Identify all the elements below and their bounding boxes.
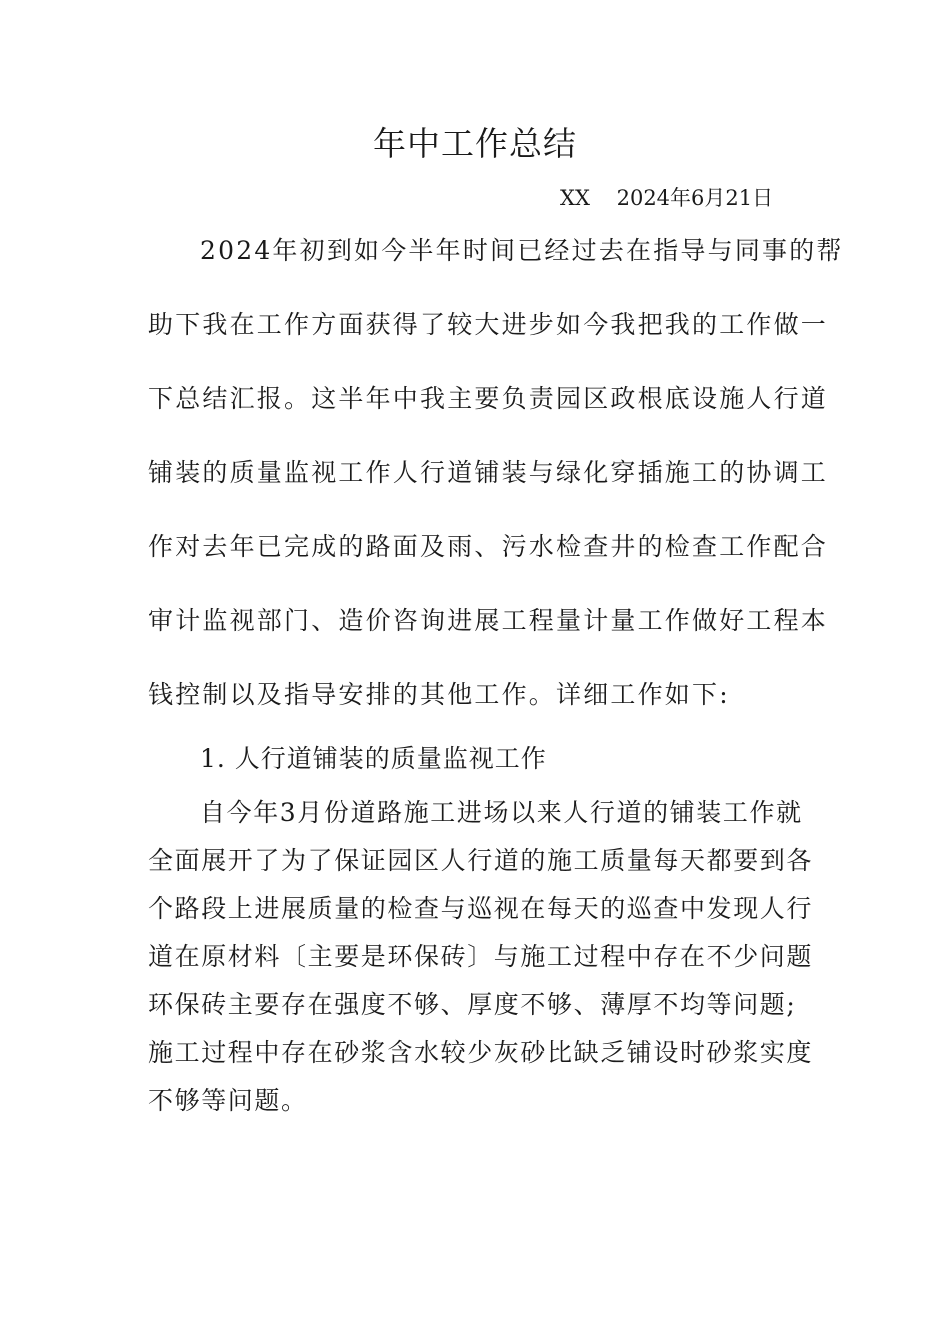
document-title: 年中工作总结 [373,124,577,163]
section-line: 施工过程中存在砂浆含水较少灰砂比缺乏铺设时砂浆实度 [148,1038,814,1067]
section-line: 自今年3月份道路施工进场以来人行道的铺装工作就 [200,798,803,827]
section-line: 环保砖主要存在强度不够、厚度不够、薄厚不均等问题; [148,990,797,1019]
section-line: 个路段上进展质量的检查与巡视在每天的巡查中发现人行 [148,894,814,923]
intro-line: 下总结汇报。这半年中我主要负责园区政根底设施人行道 [148,384,829,413]
section-line: 道在原材料〔主要是环保砖〕与施工过程中存在不少问题 [148,942,814,971]
intro-line: 钱控制以及指导安排的其他工作。详细工作如下: [148,680,730,709]
intro-line: 铺装的质量监视工作人行道铺装与绿化穿插施工的协调工 [148,458,829,487]
intro-line: 审计监视部门、造价咨询进展工程量计量工作做好工程本 [148,606,829,635]
section-line: 不够等问题。 [148,1086,308,1115]
intro-line: 2024年初到如今半年时间已经过去在指导与同事的帮 [200,236,844,265]
section-line: 全面展开了为了保证园区人行道的施工质量每天都要到各 [148,846,814,875]
section-heading: 1. 人行道铺装的质量监视工作 [200,744,547,773]
intro-line: 助下我在工作方面获得了较大进步如今我把我的工作做一 [148,310,829,339]
intro-line: 作对去年已完成的路面及雨、污水检查井的检查工作配合 [148,532,829,561]
author-date-line: XX 2024年6月21日 [560,186,774,210]
